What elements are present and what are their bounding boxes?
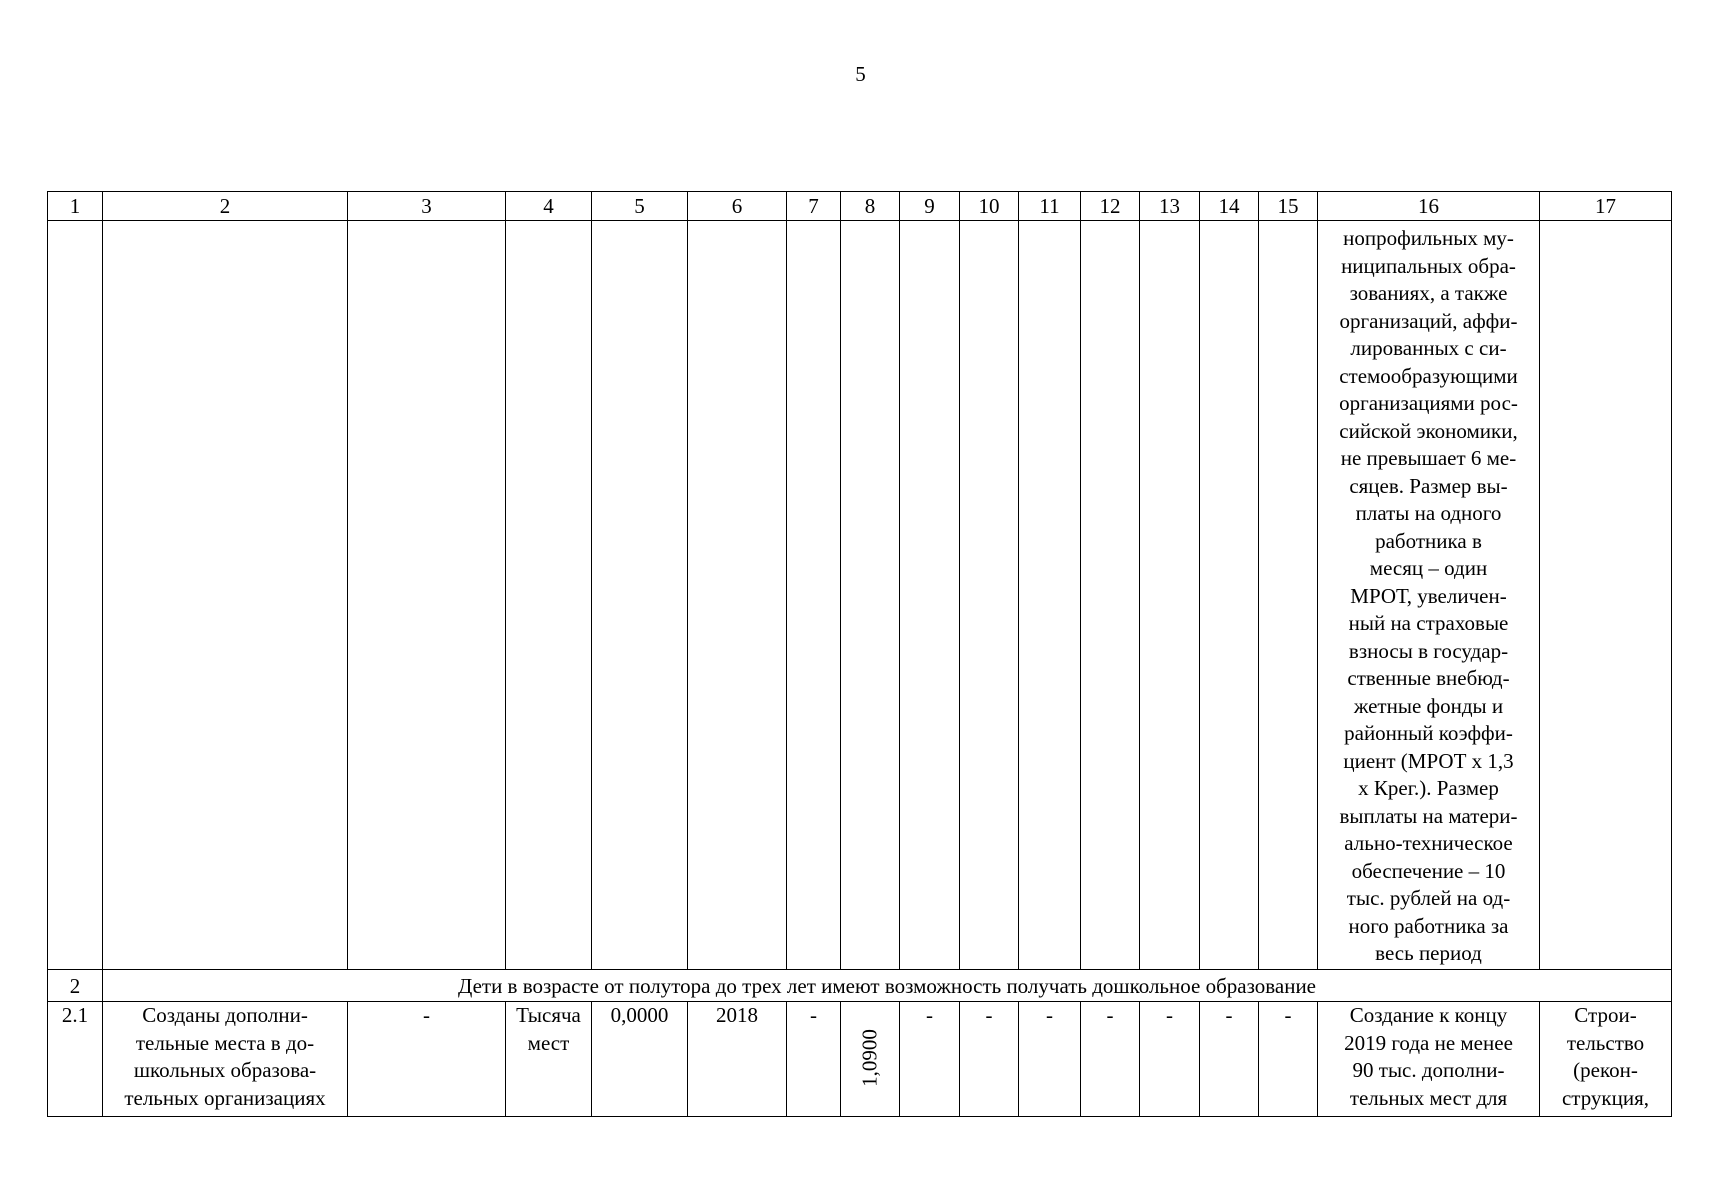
table-cell: - [1081,1002,1140,1117]
base-year: 2018 [688,1002,787,1117]
text-line: сяцев. Размер вы- [1349,473,1508,498]
text-line: Тысяча [516,1003,581,1027]
header-cell: 11 [1019,192,1081,221]
empty-cell [1200,221,1259,970]
table-cell: - [1019,1002,1081,1117]
header-cell: 1 [48,192,103,221]
table-row [48,1002,1672,1117]
text-line: работника в [1375,528,1482,553]
result-description [1318,1002,1540,1117]
text-line: организациями рос- [1339,391,1518,415]
empty-cell [592,221,688,970]
table-cell: - [1200,1002,1259,1117]
text-line: тельных организациях [124,1085,326,1110]
header-cell: 12 [1081,192,1140,221]
data-table [47,191,1672,1117]
page-number: 5 [855,62,866,86]
header-cell: 16 [1318,192,1540,221]
text-line: х Крег.). Размер [1358,776,1499,800]
table-cell: - [1140,1002,1200,1117]
empty-cell [1019,221,1081,970]
text-line: тыс. рублей на од- [1346,886,1511,910]
empty-cell [900,221,960,970]
empty-cell [1140,221,1200,970]
header-cell: 3 [348,192,506,221]
empty-cell [787,221,841,970]
table-cell: - [1259,1002,1318,1117]
empty-cell [103,221,348,970]
empty-cell [506,221,592,970]
text-line: ниципальных обра- [1341,253,1516,278]
text-line: лированных с си- [1350,336,1507,360]
text-line: 90 тыс. дополни- [1352,1058,1505,1082]
section-title: Дети в возрасте от полутора до трех лет имеют возможность получать дошкольное образование [103,970,1672,1002]
text-line: весь период [1375,941,1482,965]
text-line: школьных образова- [133,1058,317,1082]
empty-cell [348,221,506,970]
empty-cell [1259,221,1318,970]
base-value: 0,0000 [592,1002,688,1117]
text-line: ного работника за [1348,913,1509,938]
text-line: ный на страховые [1348,611,1509,635]
continuation-row [48,221,1672,970]
header-cell: 15 [1259,192,1318,221]
header-cell: 8 [841,192,900,221]
text-line: тельных мест для [1349,1085,1508,1110]
empty-cell [1081,221,1140,970]
section-number: 2 [48,970,103,1002]
unit-cell [506,1002,592,1117]
text-line: тельство [1566,1030,1645,1055]
text-line: нопрофильных му- [1343,226,1514,250]
header-cell: 6 [688,192,787,221]
empty-cell [688,221,787,970]
activity-type [1540,1002,1672,1117]
value-2019-cell [841,1002,900,1117]
text-line: мест [527,1030,570,1055]
continuation-text [1320,221,1537,968]
value-2019-rotated: 1,0900 [857,1029,882,1087]
header-row [48,192,1672,221]
table-cell: - [348,1002,506,1117]
header-cell: 2 [103,192,348,221]
text-line: организаций, аффи- [1339,308,1518,333]
text-line: платы на одного [1355,501,1502,525]
text-line: взносы в государ- [1348,638,1509,663]
header-cell: 17 [1540,192,1672,221]
text-line: обеспечение – 10 [1351,858,1506,883]
table-cell: - [900,1002,960,1117]
empty-cell [841,221,900,970]
text-line: районный коэффи- [1344,721,1513,745]
text-line: Созданы дополни- [142,1003,308,1027]
table-cell: - [960,1002,1019,1117]
section-row [48,970,1672,1002]
text-line: ственные внебюд- [1347,666,1510,690]
header-cell: 14 [1200,192,1259,221]
text-line: жетные фонды и [1353,693,1504,718]
empty-cell [1540,221,1672,970]
header-cell: 5 [592,192,688,221]
empty-cell [960,221,1019,970]
text-line: Создание к концу [1349,1003,1508,1027]
text-line: тельные места в до- [135,1030,315,1055]
header-cell: 13 [1140,192,1200,221]
text-line: месяц – один [1369,556,1488,580]
indicator-name [103,1002,348,1117]
header-cell: 7 [787,192,841,221]
table-cell: - [787,1002,841,1117]
header-cell: 9 [900,192,960,221]
text-line: выплаты на матери- [1339,803,1518,828]
text-line: 2019 года не менее [1344,1030,1513,1055]
text-line: не превышает 6 ме- [1340,446,1517,470]
header-cell: 10 [960,192,1019,221]
text-line: струкция, [1561,1085,1650,1110]
text-line: стемообразующими [1339,363,1518,388]
text-line: (рекон- [1573,1058,1638,1082]
text-line: циент (МРОТ х 1,3 [1343,748,1514,773]
row-number: 2.1 [48,1002,103,1117]
text-line: МРОТ, увеличен- [1350,583,1507,608]
text-line: ально-техническое [1344,831,1513,855]
text-line: зованиях, а также [1349,281,1508,305]
text-line: Строи- [1574,1003,1637,1027]
continuation-text-cell [1318,221,1540,970]
text-line: сийской экономики, [1339,418,1518,443]
header-cell: 4 [506,192,592,221]
empty-cell [48,221,103,970]
